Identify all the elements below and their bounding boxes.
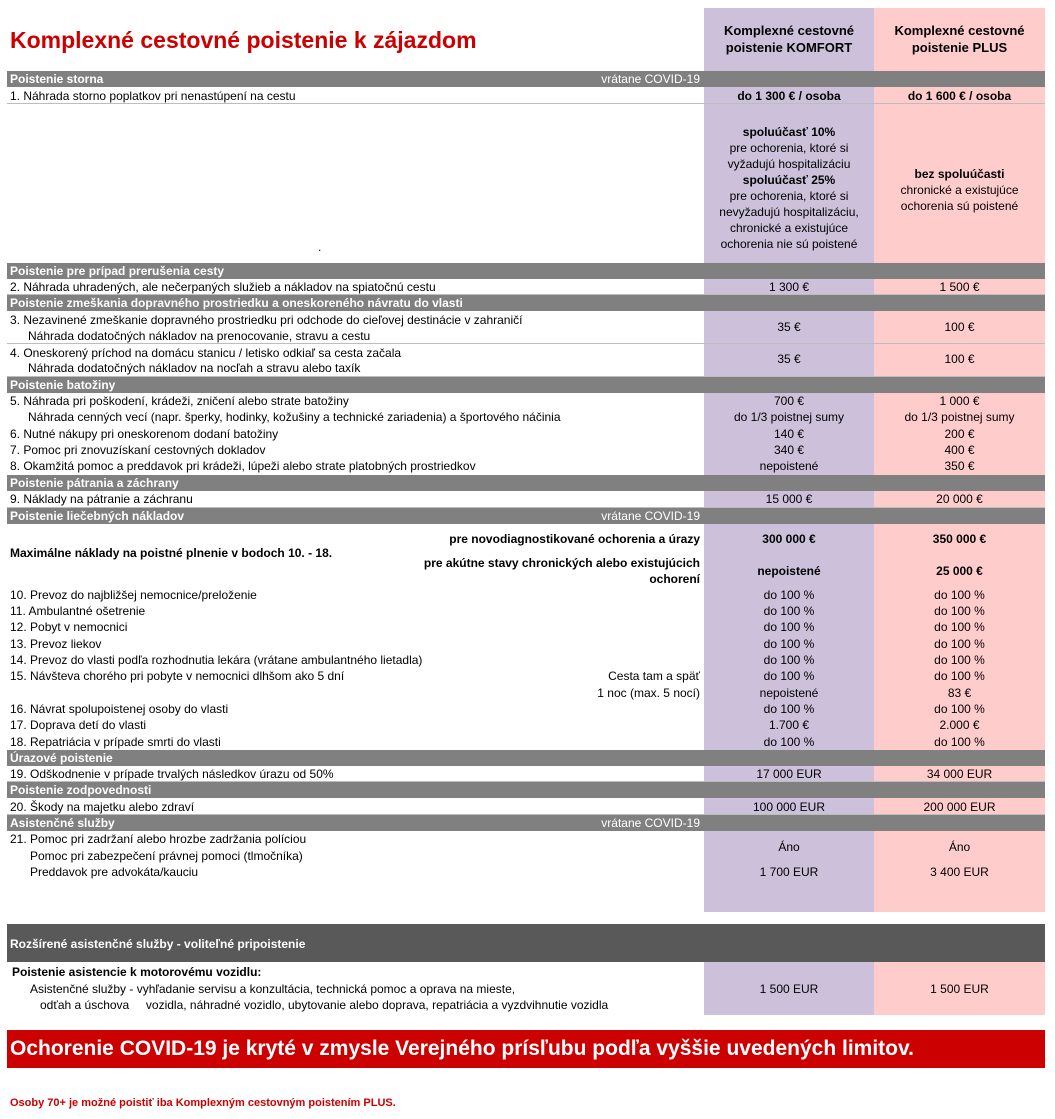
- medical-sub-2-label-cont: ochorení: [649, 572, 700, 586]
- row-6-plus: 200 €: [944, 427, 975, 441]
- medical-sub-2-plus: 25 000 €: [936, 564, 983, 578]
- extended-services-header: Rozšírené asistenčné služby - voliteľné pripoistenie: [10, 937, 306, 951]
- medical-row-label: 11. Ambulantné ošetrenie: [10, 604, 146, 618]
- row-6-label: 6. Nutné nákupy pri oneskorenom dodaní batožiny: [10, 427, 279, 441]
- row-3-sublabel: Náhrada dodatočných nákladov na prenocovanie, stravu a cestu: [28, 329, 371, 343]
- vehicle-assistance-plus: 1 500 EUR: [930, 982, 989, 996]
- medical-row-plus: 83 €: [947, 686, 972, 700]
- row-1-plus: do 1 600 € / osoba: [907, 89, 1012, 103]
- row-21-sublabel: Pomoc pri zabezpečení právnej pomoci (tlmočníka): [30, 849, 303, 863]
- section-header-accident: Úrazové poistenie: [10, 751, 113, 765]
- row-8-plus: 350 €: [944, 459, 975, 473]
- medical-sub-2-label: pre akútne stavy chronických alebo existujúcich: [423, 556, 700, 570]
- covid-banner: Ochorenie COVID-19 je kryté v zmysle Verejného prísľubu podľa vyššie uvedených limitov.: [10, 1037, 914, 1060]
- row-2-label: 2. Náhrada uhradených, ale nečerpaných služieb a nákladov na spiatočnú cestu: [10, 280, 436, 294]
- medical-row-plus: do 100 %: [934, 653, 985, 667]
- row-separator: [7, 294, 1045, 295]
- page-title: Komplexné cestovné poistenie k zájazdom: [10, 27, 477, 53]
- row-21-label: 21. Pomoc pri zadržaní alebo hrozbe zadržania políciou: [10, 832, 307, 846]
- section-header-missed: Poistenie zmeškania dopravného prostriedku a oneskoreného návratu do vlasti: [10, 296, 463, 310]
- section-header-luggage: Poistenie batožiny: [10, 378, 116, 392]
- row-9-komfort: 15 000 €: [765, 492, 813, 506]
- medical-row-label: 13. Prevoz liekov: [10, 637, 102, 651]
- row-5-sub-plus: do 1/3 poistnej sumy: [904, 410, 1015, 424]
- row-19-label: 19. Odškodnenie v prípade trvalých následkov úrazu od 50%: [10, 767, 334, 781]
- row-5-sublabel: Náhrada cenných vecí (napr. šperky, hodinky, kožušiny a technické zariadenia) a športového náčinia: [28, 410, 561, 424]
- vehicle-assistance-line-1: Asistenčné služby - vyhľadanie servisu a konzultácia, technická pomoc a oprava na mieste,: [30, 982, 516, 996]
- vehicle-assistance-line-2: odťah a úschova vozidla, náhradné vozidlo, ubytovanie alebo doprava, repatriácia a vyzdvihnutie vozidla: [40, 998, 609, 1012]
- vehicle-assistance-komfort: 1 500 EUR: [759, 982, 819, 996]
- row-20-plus: 200 000 EUR: [923, 800, 996, 814]
- deductible-25-heading: spoluúčasť 25%: [742, 173, 836, 187]
- row-8-label: 8. Okamžitá pomoc a preddavok pri krádeži, lúpeži alebo strate platobných prostriedkov: [10, 459, 476, 473]
- medical-row-komfort: 1.700 €: [768, 718, 810, 732]
- row-3-komfort: 35 €: [777, 320, 801, 334]
- row-2-komfort: 1 300 €: [768, 280, 810, 294]
- row-7-komfort: 340 €: [773, 443, 805, 457]
- column-header-komfort: Komplexné cestovné poistenie KOMFORT: [723, 23, 855, 55]
- row-21-bail-label: Preddavok pre advokáta/kauciu: [30, 865, 199, 879]
- row-5-plus: 1 000 €: [939, 394, 980, 408]
- row-15-right-note: Cesta tam a späť: [608, 669, 700, 683]
- section-header-medical: Poistenie liečebných nákladov: [10, 509, 185, 523]
- row-5-komfort: 700 €: [773, 394, 805, 408]
- row-9-label: 9. Náklady na pátranie a záchranu: [10, 492, 193, 506]
- row-4-label: 4. Oneskorený príchod na domácu stanicu / letisko odkiaľ sa cesta začala: [10, 346, 402, 360]
- no-deductible-heading: bez spoluúčasti: [914, 167, 1005, 181]
- row-15-right-note-2: 1 noc (max. 5 nocí): [597, 686, 700, 700]
- medical-row-label: 18. Repatriácia v prípade smrti do vlasti: [10, 735, 221, 749]
- section-header-liability: Poistenie zodpovednosti: [10, 783, 152, 797]
- row-6-komfort: 140 €: [773, 427, 805, 441]
- row-separator: [7, 103, 1045, 104]
- row-7-label: 7. Pomoc pri znovuzískaní cestovných dokladov: [10, 443, 266, 457]
- row-21-bail-komfort: 1 700 EUR: [759, 865, 819, 879]
- section-header-storno: Poistenie storna: [10, 72, 104, 86]
- medical-row-komfort: do 100 %: [763, 669, 815, 683]
- deductible-25-text: pre ochorenia, ktoré si nevyžadujú hospitalizáciu, chronické a existujúce ochorenia nie sú poistené: [719, 189, 859, 251]
- medical-row-komfort: do 100 %: [763, 620, 815, 634]
- medical-row-plus: do 100 %: [934, 604, 985, 618]
- section-header-assistance: Asistenčné služby: [10, 816, 115, 830]
- medical-row-komfort: do 100 %: [763, 637, 815, 651]
- medical-sub-1-komfort: 300 000 €: [762, 532, 816, 546]
- section-covid-note: vrátane COVID-19: [601, 509, 700, 523]
- row-4-sublabel: Náhrada dodatočných nákladov na nocľah a stravu alebo taxík: [28, 361, 361, 375]
- deductible-10-text: pre ochorenia, ktoré si vyžadujú hospitalizáciu: [727, 141, 851, 171]
- row-separator: [7, 343, 1045, 344]
- row-21-komfort: Áno: [778, 840, 800, 854]
- row-3-label: 3. Nezavinené zmeškanie dopravného prostriedku pri odchode do cieľovej destinácie v zahraničí: [10, 313, 523, 327]
- row-21-bail-plus: 3 400 EUR: [930, 865, 989, 879]
- section-bar: [7, 377, 1045, 393]
- row-19-komfort: 17 000 EUR: [756, 767, 822, 781]
- section-bar: [7, 750, 1045, 766]
- medical-row-label: 17. Doprava detí do vlasti: [10, 718, 147, 732]
- row-20-komfort: 100 000 EUR: [752, 800, 826, 814]
- medical-row-plus: 2.000 €: [939, 718, 980, 732]
- row-8-komfort: nepoistené: [759, 459, 819, 473]
- vehicle-assistance-title: Poistenie asistencie k motorovému vozidlu:: [12, 965, 262, 979]
- column-header-plus: Komplexné cestovné poistenie PLUS: [894, 23, 1025, 55]
- medical-row-plus: do 100 %: [934, 588, 985, 602]
- row-separator: [7, 814, 1045, 815]
- row-1-dot: .: [318, 240, 322, 254]
- medical-row-label: 16. Návrat spolupoistenej osoby do vlasti: [10, 702, 229, 716]
- medical-row-komfort: do 100 %: [763, 702, 815, 716]
- medical-row-komfort: do 100 %: [763, 604, 815, 618]
- row-19-plus: 34 000 EUR: [926, 767, 993, 781]
- medical-row-plus: do 100 %: [934, 620, 985, 634]
- no-deductible-text: chronické a existujúce ochorenia sú poistené: [900, 183, 1019, 213]
- medical-row-komfort: do 100 %: [763, 735, 815, 749]
- medical-row-komfort: do 100 %: [763, 588, 815, 602]
- medical-sub-1-plus: 350 000 €: [932, 532, 987, 546]
- medical-max-label: Maximálne náklady na poistné plnenie v bodoch 10. - 18.: [10, 546, 333, 560]
- komfort-deductible-note: [709, 124, 869, 252]
- medical-row-komfort: nepoistené: [759, 686, 819, 700]
- row-5-sub-komfort: do 1/3 poistnej sumy: [733, 410, 845, 424]
- section-covid-note: vrátane COVID-19: [601, 816, 700, 830]
- row-5-label: 5. Náhrada pri poškodení, krádeži, zničení alebo strate batožiny: [10, 394, 349, 408]
- section-header-search: Poistenie pátrania a záchrany: [10, 476, 179, 490]
- row-1-komfort: do 1 300 € / osoba: [737, 89, 841, 103]
- row-separator: [7, 781, 1045, 782]
- medical-row-komfort: do 100 %: [763, 653, 815, 667]
- deductible-10-heading: spoluúčasť 10%: [742, 125, 836, 139]
- row-2-plus: 1 500 €: [939, 280, 980, 294]
- medical-row-plus: do 100 %: [934, 637, 985, 651]
- row-4-komfort: 35 €: [777, 352, 801, 366]
- age-footnote: Osoby 70+ je možné poistiť iba Komplexným cestovným poistením PLUS.: [10, 1097, 396, 1109]
- section-bar: [7, 782, 1045, 798]
- section-covid-note: vrátane COVID-19: [601, 72, 700, 86]
- medical-row-plus: do 100 %: [934, 669, 985, 683]
- medical-row-label: 15. Návšteva chorého pri pobyte v nemocnici dlhšom ako 5 dní: [10, 669, 345, 683]
- medical-row-label: 10. Prevoz do najbližšej nemocnice/preloženie: [10, 588, 257, 602]
- row-1-label: 1. Náhrada storno poplatkov pri nenastúpení na cestu: [10, 89, 296, 103]
- medical-sub-1-label: pre novodiagnostikované ochorenia a úrazy: [449, 532, 700, 546]
- medical-row-label: 12. Pobyt v nemocnici: [10, 620, 128, 634]
- row-9-plus: 20 000 €: [936, 492, 983, 506]
- medical-row-plus: do 100 %: [934, 702, 985, 716]
- row-21-plus: Áno: [948, 840, 971, 854]
- row-7-plus: 400 €: [944, 443, 975, 457]
- section-header-interruption: Poistenie pre prípad prerušenia cesty: [10, 264, 225, 278]
- medical-row-plus: do 100 %: [934, 735, 985, 749]
- medical-sub-2-komfort: nepoistené: [757, 564, 821, 578]
- medical-row-label: 14. Prevoz do vlasti podľa rozhodnutia lekára (vrátane ambulantného lietadla): [10, 653, 423, 667]
- row-20-label: 20. Škody na majetku alebo zdraví: [10, 800, 195, 814]
- row-3-plus: 100 €: [944, 320, 975, 334]
- plus-deductible-note: [889, 166, 1030, 214]
- row-separator: [7, 507, 1045, 508]
- row-4-plus: 100 €: [944, 352, 975, 366]
- row-separator: [7, 376, 1045, 377]
